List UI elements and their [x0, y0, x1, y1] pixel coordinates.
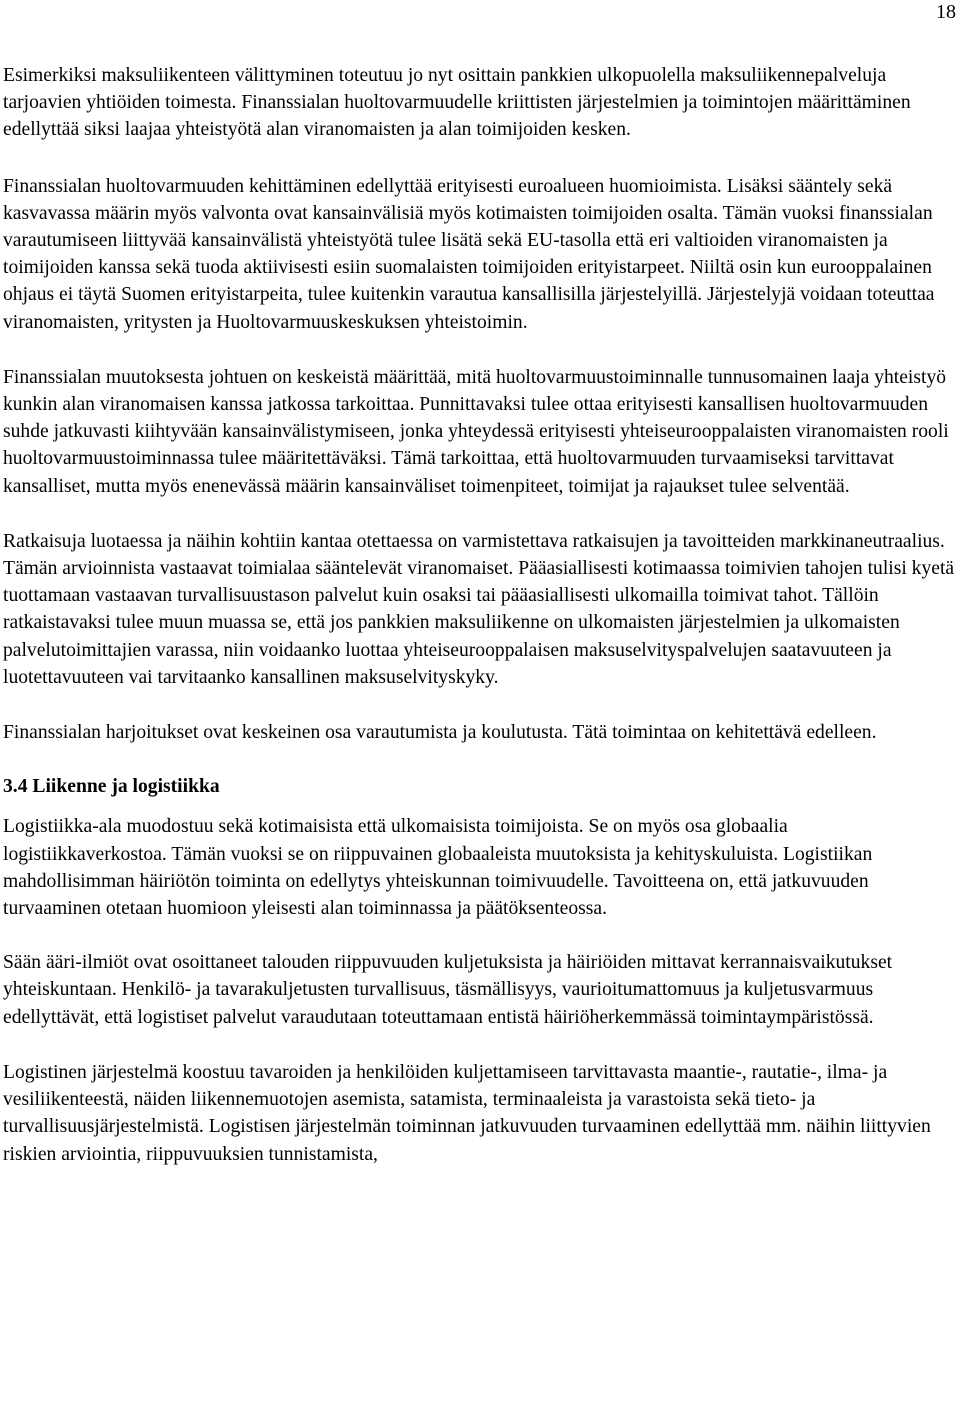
paragraph-extreme-weather: Sään ääri-ilmiöt ovat osoittaneet talouden riippuvuuden kuljetuksista ja häiriöiden mittavat kerrannaisvaikutukset yhteiskuntaan. Henkilö- ja tavarakuljetusten turvallisuus, täsmällisyys, vaurioitumattomuus ja kuljetusvarmuus edellyttävät, että logistiset palvelut varaudutaan toteuttamaan entistä häiriöherkemmässä toimintaympäristössä.	[3, 952, 893, 1028]
paragraph-logistics-sector: Logistiikka-ala muodostuu sekä kotimaisista että ulkomaisista toimijoista. Se on myös osa globaalia logistiikkaverkostoa. Tämän vuoksi se on riippuvainen globaaleista muutoksista ja kehityskuluista. Logistiikan mahdollisimman häiriötön toiminta on edellytys yhteiskunnan toimivuudelle. Tavoitteena on, että jatkuvuuden turvaaminen otetaan huomioon yleisesti alan toiminnassa ja päätöksenteossa.	[3, 816, 873, 920]
paragraph-logistics-system: Logistinen järjestelmä koostuu tavaroiden ja henkilöiden kuljettamiseen tarvittavasta maantie-, rautatie-, ilma- ja vesiliikenteestä, näiden liikennemuotojen asemista, satamista, terminaaleista ja varastoista sekä tieto- ja turvallisuusjärjestelmistä. Logistisen järjestelmän toiminnan jatkuvuuden turvaaminen edellyttää mm. näihin liittyvien riskien arviointia, riippuvuuksien tunnistamista,	[3, 1061, 931, 1165]
page-content	[3, 62, 955, 1168]
paragraph-financial-sector-euro-area: Finanssialan huoltovarmuuden kehittäminen edellyttää erityisesti euroalueen huomioimista. Lisäksi sääntely sekä kasvavassa määrin myös valvonta ovat kansainvälisiä myös kotimaisten toimijoiden osalta. Tämän vuoksi finanssialan varautumiseen liittyvää kansainvälistä yhteistyötä tulee lisätä sekä EU-tasolla että eri valtioiden viranomaisten ja toimijoiden kanssa sekä tuoda aktiivisesti esiin suomalaisten toimijoiden erityistarpeet. Niiltä osin kun eurooppalainen ohjaus ei täytä Suomen erityistarpeita, tulee kuitenkin varautua kansallisilla järjestelyillä. Järjestelyjä voidaan toteuttaa viranomaisten, yritysten ja Huoltovarmuuskeskuksen yhteistoimin.	[3, 175, 935, 333]
paragraph-market-neutrality: Ratkaisuja luotaessa ja näihin kohtiin kantaa otettaessa on varmistettava ratkaisujen ja tavoitteiden markkinaneutraalius. Tämän arvioinnista vastaavat toimialaa sääntelevät viranomaiset. Pääasiallisesti kotimaassa toimivien tahojen tulisi kyetä tuottamaan vastaavan turvallisuustason palvelut kuin osaksi tai pääasiallisesti ulkomailla toimivat tahot. Tällöin ratkaistavaksi tulee muun muassa se, että jos pankkien maksuliikenne on ulkomaisten järjestelmien ja ulkomaisten palvelutoimittajien varassa, niin voidaanko luottaa yhteiseurooppalaisen maksuselvityspalvelujen saatavuuteen ja luotettavuuteen vai tarvitaanko kansallinen maksuselvityskyky.	[3, 530, 955, 688]
paragraph-financial-sector-change: Finanssialan muutoksesta johtuen on keskeistä määrittää, mitä huoltovarmuustoiminnalle tunnusomainen laaja yhteistyö kunkin alan viranomaisen kanssa jatkossa tarkoittaa. Punnittavaksi tulee ottaa erityisesti kansallisen huoltovarmuuden suhde jatkuvasti kiihtyvään kansainvälistymiseen, jonka yhteydessä erityisesti yhteiseurooppalaisten viranomaisten rooli huoltovarmuustoiminnassa tulee määritettäväksi. Tämä tarkoittaa, että huoltovarmuuden turvaamiseksi tarvittavat kansalliset, mutta myös enenevässä määrin kansainväliset toimenpiteet, toimijat ja rajaukset tulee selventää.	[3, 366, 949, 497]
paragraph-financial-exercises: Finanssialan harjoitukset ovat keskeinen osa varautumista ja koulutusta. Tätä toimintaa on kehitettävä edelleen.	[3, 722, 877, 744]
page-number: 18	[936, 1, 956, 23]
paragraph-payment-traffic: Esimerkiksi maksuliikenteen välittyminen toteutuu jo nyt osittain pankkien ulkopuolella maksuliikennepalveluja tarjoavien yhtiöiden toimesta. Finanssialan huoltovarmuudelle kriittisten järjestelmien ja toimintojen määrittäminen edellyttää siksi laajaa yhteistyötä alan viranomaisten ja alan toimijoiden kesken.	[3, 65, 911, 141]
section-heading: 3.4 Liikenne ja logistiikka	[3, 776, 220, 798]
